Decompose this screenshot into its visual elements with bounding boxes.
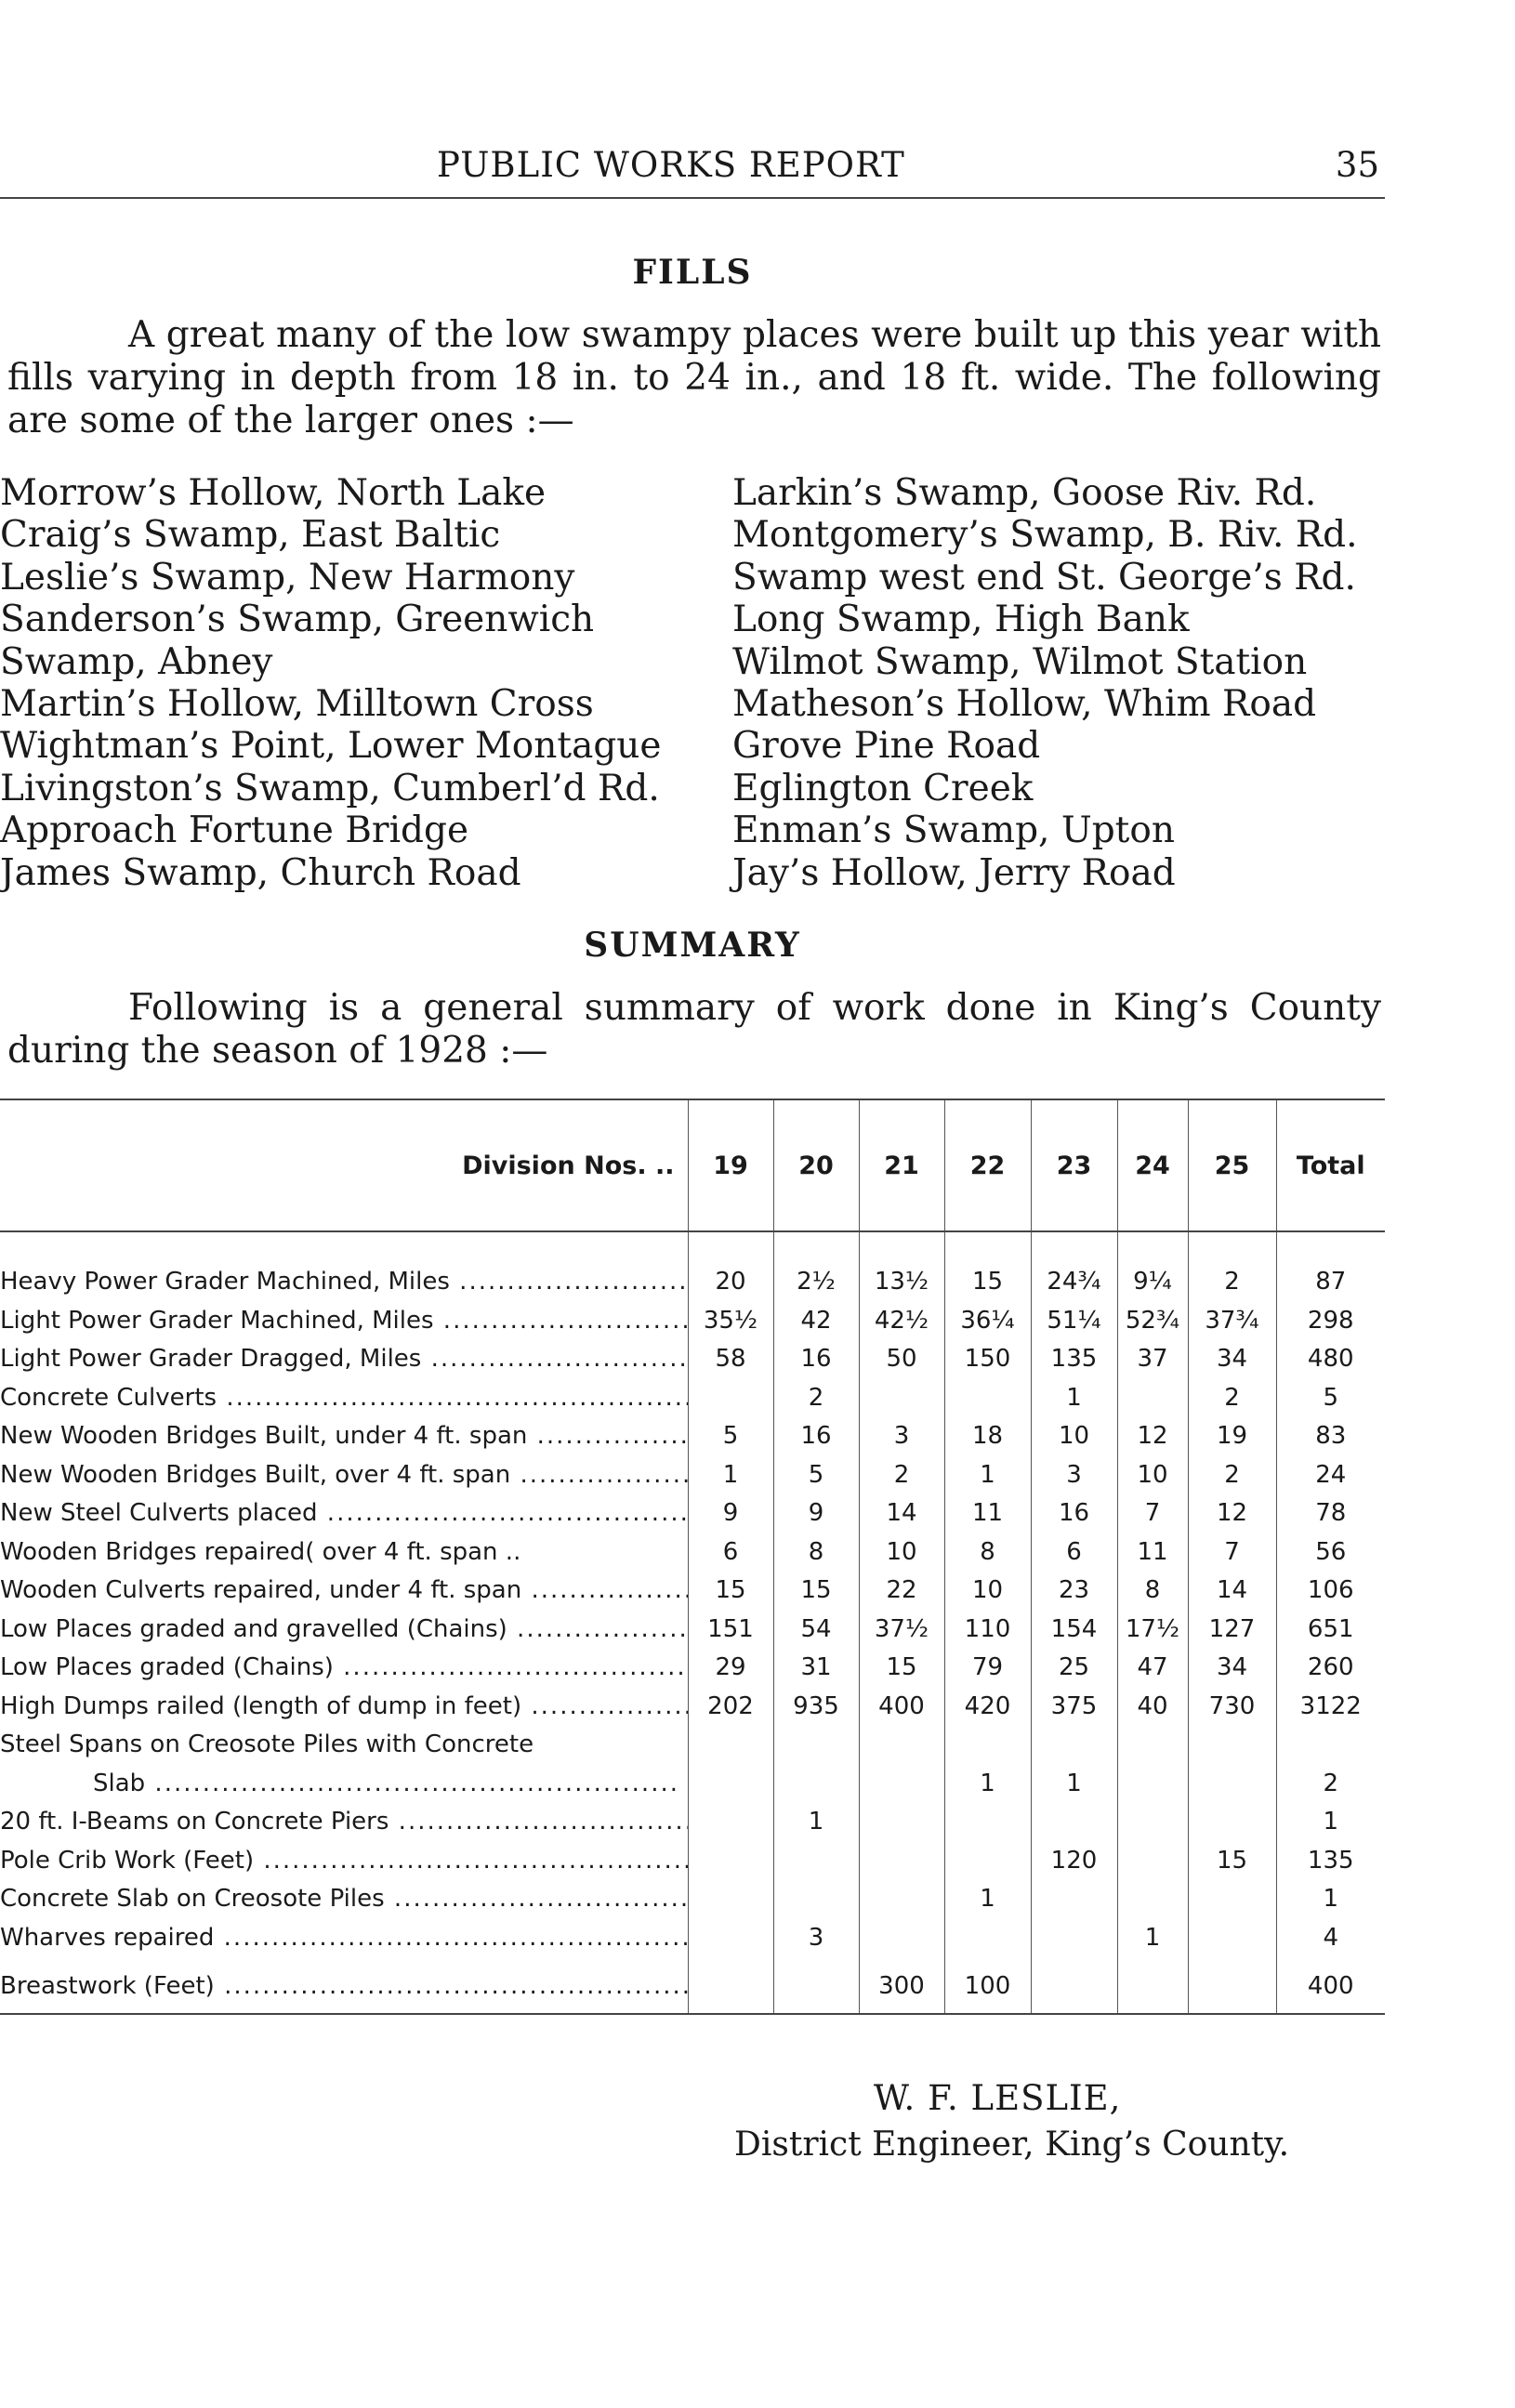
- table-cell: [859, 1373, 944, 1412]
- table-cell: 34: [1188, 1335, 1276, 1374]
- table-cell: 25: [1031, 1643, 1117, 1682]
- row-label-text: New Wooden Bridges Built, under 4 ft. span: [0, 1422, 528, 1450]
- fills-list-left: [0, 472, 661, 894]
- table-cell: 935: [773, 1681, 859, 1720]
- table-cell: [1031, 1720, 1117, 1759]
- fill-location-item: Long Swamp, High Bank: [732, 599, 1190, 641]
- table-cell: [1188, 1952, 1276, 2014]
- table-cell: 35½: [688, 1296, 773, 1335]
- table-cell: 52¾: [1117, 1296, 1188, 1335]
- table-cell: 1: [1276, 1797, 1385, 1836]
- table-cell: [688, 1373, 773, 1412]
- table-cell: 651: [1276, 1604, 1385, 1643]
- row-label-text: Wooden Culverts repaired, under 4 ft. span: [0, 1576, 522, 1604]
- row-label: [0, 1373, 688, 1412]
- table-cell: 10: [1031, 1412, 1117, 1451]
- row-label: [0, 1720, 688, 1759]
- fill-location-item: Morrow’s Hollow, North Lake: [0, 472, 547, 514]
- row-label: [0, 1450, 688, 1489]
- table-cell: [859, 1836, 944, 1875]
- row-label: [0, 1952, 688, 2014]
- table-cell: [688, 1875, 773, 1914]
- table-cell: 16: [1031, 1489, 1117, 1528]
- table-cell: 6: [688, 1527, 773, 1566]
- leader-dots: [521, 1576, 688, 1604]
- leader-dots: [318, 1499, 688, 1527]
- table-cell: 15: [944, 1231, 1031, 1296]
- table-cell: 3: [859, 1412, 944, 1451]
- leader-dots: [421, 1345, 688, 1373]
- table-cell: 15: [1188, 1836, 1276, 1875]
- table-row: [0, 1296, 1385, 1335]
- table-cell: 100: [944, 1952, 1031, 2014]
- row-label-text: Wooden Bridges repaired( over 4 ft. span ..: [0, 1537, 521, 1566]
- table-cell: [773, 1758, 859, 1797]
- table-cell: 375: [1031, 1681, 1117, 1720]
- leader-dots: [507, 1615, 688, 1643]
- table-cell: 18: [944, 1412, 1031, 1451]
- table-cell: [773, 1952, 859, 2014]
- table-cell: 300: [859, 1952, 944, 2014]
- table-cell: 14: [859, 1489, 944, 1528]
- table-cell: [944, 1373, 1031, 1412]
- table-cell: 5: [688, 1412, 773, 1451]
- table-cell: 2: [1188, 1450, 1276, 1489]
- fill-location-item: Eglington Creek: [732, 767, 1034, 809]
- table-cell: 83: [1276, 1412, 1385, 1451]
- column-header: Total: [1276, 1099, 1385, 1231]
- table-cell: 24: [1276, 1450, 1385, 1489]
- table-cell: 10: [944, 1566, 1031, 1605]
- table-cell: [688, 1758, 773, 1797]
- table-cell: [1188, 1758, 1276, 1797]
- table-cell: 8: [1117, 1566, 1188, 1605]
- row-label: [0, 1566, 688, 1605]
- table-row: [0, 1836, 1385, 1875]
- table-cell: 2: [1276, 1758, 1385, 1797]
- row-label: [0, 1335, 688, 1374]
- signature-name: W. F. LESLIE,: [874, 2078, 1122, 2118]
- table-row: [0, 1450, 1385, 1489]
- row-label-text: High Dumps railed (length of dump in feet): [0, 1691, 522, 1720]
- column-header: 19: [688, 1099, 773, 1231]
- table-cell: 15: [859, 1643, 944, 1682]
- table-cell: 10: [1117, 1450, 1188, 1489]
- table-row: [0, 1373, 1385, 1412]
- row-label: [0, 1913, 688, 1952]
- table-cell: 106: [1276, 1566, 1385, 1605]
- table-row: [0, 1758, 1385, 1797]
- table-cell: [688, 1720, 773, 1759]
- table-cell: 40: [1117, 1681, 1188, 1720]
- table-cell: 7: [1188, 1527, 1276, 1566]
- column-header: 25: [1188, 1099, 1276, 1231]
- table-cell: [688, 1797, 773, 1836]
- fills-list-right: [732, 472, 1358, 894]
- table-cell: 79: [944, 1643, 1031, 1682]
- table-cell: [944, 1913, 1031, 1952]
- table-cell: [1031, 1913, 1117, 1952]
- table-cell: 24¾: [1031, 1231, 1117, 1296]
- table-cell: [859, 1913, 944, 1952]
- table-cell: [1031, 1797, 1117, 1836]
- table-row: [0, 1566, 1385, 1605]
- table-cell: 2: [773, 1373, 859, 1412]
- table-cell: [944, 1797, 1031, 1836]
- table-cell: 420: [944, 1681, 1031, 1720]
- row-label: [0, 1681, 688, 1720]
- table-cell: [859, 1797, 944, 1836]
- row-label-text: Light Power Grader Machined, Miles: [0, 1306, 434, 1335]
- table-cell: 3122: [1276, 1681, 1385, 1720]
- table-row: [0, 1952, 1385, 2014]
- column-header: 23: [1031, 1099, 1117, 1231]
- fill-location-item: Swamp, Abney: [0, 640, 273, 683]
- signature-block: [734, 2075, 1385, 2168]
- signature-title: District Engineer, King’s County.: [734, 2125, 1290, 2164]
- table-cell: 1: [944, 1875, 1031, 1914]
- table-cell: 31: [773, 1643, 859, 1682]
- table-cell: 135: [1276, 1836, 1385, 1875]
- table-cell: 4: [1276, 1913, 1385, 1952]
- fill-location-item: Wightman’s Point, Lower Montague: [0, 725, 662, 768]
- table-cell: 36¼: [944, 1296, 1031, 1335]
- table-cell: 12: [1117, 1412, 1188, 1451]
- table-cell: 20: [688, 1231, 773, 1296]
- table-cell: 2½: [773, 1231, 859, 1296]
- table-cell: 58: [688, 1335, 773, 1374]
- table-cell: 202: [688, 1681, 773, 1720]
- table-row: [0, 1797, 1385, 1836]
- table-cell: 29: [688, 1643, 773, 1682]
- row-label: [0, 1797, 688, 1836]
- table-cell: 78: [1276, 1489, 1385, 1528]
- fill-location-item: Swamp west end St. George’s Rd.: [732, 556, 1356, 599]
- fills-intro: A great many of the low swampy places were built up this year with fills varying in depth from 18 in. to 24 in., and 18 ft. wide. The following are some of the larger ones :—: [7, 314, 1381, 441]
- page-number: 35: [1335, 145, 1379, 185]
- table-row: [0, 1231, 1385, 1296]
- table-cell: 1: [1031, 1373, 1117, 1412]
- table-cell: 17½: [1117, 1604, 1188, 1643]
- table-cell: 5: [1276, 1373, 1385, 1412]
- table-cell: [1117, 1373, 1188, 1412]
- leader-dots: [510, 1461, 688, 1489]
- table-cell: 154: [1031, 1604, 1117, 1643]
- row-label-text: Steel Spans on Creosote Piles with Concrete: [0, 1730, 534, 1758]
- table-cell: [1117, 1875, 1188, 1914]
- column-header: 21: [859, 1099, 944, 1231]
- fill-location-item: Livingston’s Swamp, Cumberl’d Rd.: [0, 767, 660, 809]
- table-cell: [1117, 1952, 1188, 2014]
- leader-dots: [214, 1924, 688, 1952]
- table-cell: 3: [1031, 1450, 1117, 1489]
- table-cell: 1: [688, 1450, 773, 1489]
- table-cell: 120: [1031, 1836, 1117, 1875]
- table-cell: 15: [773, 1566, 859, 1605]
- table-row: [0, 1604, 1385, 1643]
- row-label: [0, 1412, 688, 1451]
- row-label-text: Low Places graded (Chains): [0, 1653, 334, 1681]
- row-label: [0, 1231, 688, 1296]
- column-header-division: Division Nos. ..: [0, 1099, 688, 1231]
- row-label: [0, 1643, 688, 1682]
- table-cell: 37½: [859, 1604, 944, 1643]
- table-cell: [944, 1836, 1031, 1875]
- table-cell: 8: [944, 1527, 1031, 1566]
- table-cell: [1031, 1875, 1117, 1914]
- table-row: [0, 1913, 1385, 1952]
- row-label-text: 20 ft. I-Beams on Concrete Piers: [0, 1808, 389, 1836]
- table-cell: [1031, 1952, 1117, 2014]
- table-cell: [859, 1875, 944, 1914]
- table-cell: [1188, 1913, 1276, 1952]
- table-cell: 47: [1117, 1643, 1188, 1682]
- row-label: [0, 1836, 688, 1875]
- table-cell: 2: [1188, 1373, 1276, 1412]
- table-cell: [1276, 1720, 1385, 1759]
- table-cell: 12: [1188, 1489, 1276, 1528]
- table-cell: 11: [1117, 1527, 1188, 1566]
- row-label: [0, 1875, 688, 1914]
- table-cell: [1188, 1720, 1276, 1759]
- table-cell: 5: [773, 1450, 859, 1489]
- leader-dots: [217, 1384, 688, 1412]
- table-cell: 127: [1188, 1604, 1276, 1643]
- table-cell: 56: [1276, 1527, 1385, 1566]
- fill-location-item: Craig’s Swamp, East Baltic: [0, 514, 501, 557]
- table-cell: 15: [688, 1566, 773, 1605]
- table-cell: 3: [773, 1913, 859, 1952]
- table-cell: [773, 1875, 859, 1914]
- fill-location-item: Wilmot Swamp, Wilmot Station: [732, 640, 1308, 683]
- fill-location-item: Montgomery’s Swamp, B. Riv. Rd.: [732, 514, 1358, 557]
- column-header: 24: [1117, 1099, 1188, 1231]
- leader-dots: [521, 1692, 688, 1720]
- table-cell: 11: [944, 1489, 1031, 1528]
- table-cell: [1117, 1836, 1188, 1875]
- table-cell: [773, 1720, 859, 1759]
- leader-dots: [334, 1653, 688, 1681]
- table-cell: 9: [773, 1489, 859, 1528]
- leader-dots: [385, 1885, 688, 1913]
- table-cell: [859, 1758, 944, 1797]
- leader-dots: [215, 1972, 688, 2000]
- table-cell: 34: [1188, 1643, 1276, 1682]
- table-cell: [944, 1720, 1031, 1759]
- row-label: [0, 1527, 688, 1566]
- table-cell: 37¾: [1188, 1296, 1276, 1335]
- fills-heading: FILLS: [632, 253, 753, 292]
- row-label-text: Low Places graded and gravelled (Chains): [0, 1614, 507, 1643]
- summary-intro: Following is a general summary of work done in King’s County during the season of 1928 :—: [7, 987, 1381, 1072]
- fill-location-item: Sanderson’s Swamp, Greenwich: [0, 599, 595, 641]
- table-cell: 2: [1188, 1231, 1276, 1296]
- leader-dots: [450, 1268, 688, 1296]
- table-cell: [688, 1836, 773, 1875]
- leader-dots: [145, 1770, 679, 1797]
- fill-location-item: Jay’s Hollow, Jerry Road: [732, 851, 1176, 894]
- table-cell: 51¼: [1031, 1296, 1117, 1335]
- leader-dots: [389, 1808, 688, 1836]
- table-cell: 16: [773, 1412, 859, 1451]
- row-label-text: Pole Crib Work (Feet): [0, 1846, 255, 1875]
- table-cell: [1117, 1797, 1188, 1836]
- table-cell: 22: [859, 1566, 944, 1605]
- row-label-text: New Wooden Bridges Built, over 4 ft. span: [0, 1460, 511, 1489]
- table-row: [0, 1643, 1385, 1682]
- table-cell: 14: [1188, 1566, 1276, 1605]
- table-cell: 1: [1117, 1913, 1188, 1952]
- table-cell: 42: [773, 1296, 859, 1335]
- table-cell: 1: [1031, 1758, 1117, 1797]
- table-cell: 1: [944, 1450, 1031, 1489]
- table-cell: 13½: [859, 1231, 944, 1296]
- table-cell: 7: [1117, 1489, 1188, 1528]
- running-head: [0, 139, 1385, 199]
- table-cell: 37: [1117, 1335, 1188, 1374]
- table-cell: [688, 1913, 773, 1952]
- table-cell: 1: [944, 1758, 1031, 1797]
- leader-dots: [527, 1422, 688, 1450]
- fill-location-item: Grove Pine Road: [732, 725, 1041, 768]
- table-cell: 87: [1276, 1231, 1385, 1296]
- fill-location-item: Matheson’s Hollow, Whim Road: [732, 683, 1317, 726]
- table-cell: 135: [1031, 1335, 1117, 1374]
- column-header: 22: [944, 1099, 1031, 1231]
- table-cell: 150: [944, 1335, 1031, 1374]
- fill-location-item: Approach Fortune Bridge: [0, 809, 469, 852]
- row-label-text: Slab: [93, 1769, 146, 1797]
- table-row: [0, 1489, 1385, 1528]
- table-cell: [1117, 1720, 1188, 1759]
- table-cell: 9¼: [1117, 1231, 1188, 1296]
- row-label: [0, 1758, 688, 1797]
- table-cell: 9: [688, 1489, 773, 1528]
- table-cell: 400: [1276, 1952, 1385, 2014]
- row-label: [0, 1296, 688, 1335]
- leader-dots: [434, 1307, 688, 1335]
- row-label-text: Heavy Power Grader Machined, Miles: [0, 1268, 450, 1296]
- row-label: [0, 1489, 688, 1528]
- table-cell: 480: [1276, 1335, 1385, 1374]
- table-cell: [1188, 1875, 1276, 1914]
- column-header: 20: [773, 1099, 859, 1231]
- table-cell: 8: [773, 1527, 859, 1566]
- table-cell: 42½: [859, 1296, 944, 1335]
- table-cell: [773, 1836, 859, 1875]
- table-cell: 23: [1031, 1566, 1117, 1605]
- row-label-text: Concrete Culverts: [0, 1383, 217, 1412]
- table-cell: [1188, 1797, 1276, 1836]
- table-cell: 151: [688, 1604, 773, 1643]
- table-cell: [1117, 1758, 1188, 1797]
- fill-location-item: Leslie’s Swamp, New Harmony: [0, 556, 575, 599]
- summary-heading: SUMMARY: [584, 926, 801, 965]
- table-cell: 110: [944, 1604, 1031, 1643]
- fill-location-item: Martin’s Hollow, Milltown Cross: [0, 683, 594, 726]
- leader-dots: [254, 1847, 688, 1875]
- table-row: [0, 1875, 1385, 1914]
- table-cell: 6: [1031, 1527, 1117, 1566]
- table-cell: 54: [773, 1604, 859, 1643]
- table-cell: [859, 1720, 944, 1759]
- row-label-text: Concrete Slab on Creosote Piles: [0, 1885, 385, 1913]
- table-cell: 50: [859, 1335, 944, 1374]
- table-cell: 2: [859, 1450, 944, 1489]
- fill-location-item: James Swamp, Church Road: [0, 851, 521, 894]
- table-cell: 730: [1188, 1681, 1276, 1720]
- summary-table: [0, 1099, 1385, 2015]
- table-cell: 260: [1276, 1643, 1385, 1682]
- fill-location-item: Larkin’s Swamp, Goose Riv. Rd.: [732, 472, 1317, 514]
- table-cell: [688, 1952, 773, 2014]
- table-row: [0, 1720, 1385, 1759]
- row-label-text: New Steel Culverts placed: [0, 1499, 318, 1527]
- running-title: PUBLIC WORKS REPORT: [437, 145, 905, 185]
- table-cell: 298: [1276, 1296, 1385, 1335]
- table-cell: 16: [773, 1335, 859, 1374]
- row-label-text: Wharves repaired: [0, 1923, 215, 1952]
- fill-location-item: Enman’s Swamp, Upton: [732, 809, 1175, 852]
- row-label-text: Breastwork (Feet): [0, 1971, 215, 2000]
- table-row: [0, 1681, 1385, 1720]
- table-header-row: [0, 1099, 1385, 1231]
- fills-list: [0, 472, 1385, 900]
- table-cell: 1: [773, 1797, 859, 1836]
- table-cell: 19: [1188, 1412, 1276, 1451]
- table-row: [0, 1412, 1385, 1451]
- table-cell: 400: [859, 1681, 944, 1720]
- table-cell: 10: [859, 1527, 944, 1566]
- table-cell: 1: [1276, 1875, 1385, 1914]
- row-label-text: Light Power Grader Dragged, Miles: [0, 1345, 422, 1373]
- row-label: [0, 1604, 688, 1643]
- table-row: [0, 1527, 1385, 1566]
- table-row: [0, 1335, 1385, 1374]
